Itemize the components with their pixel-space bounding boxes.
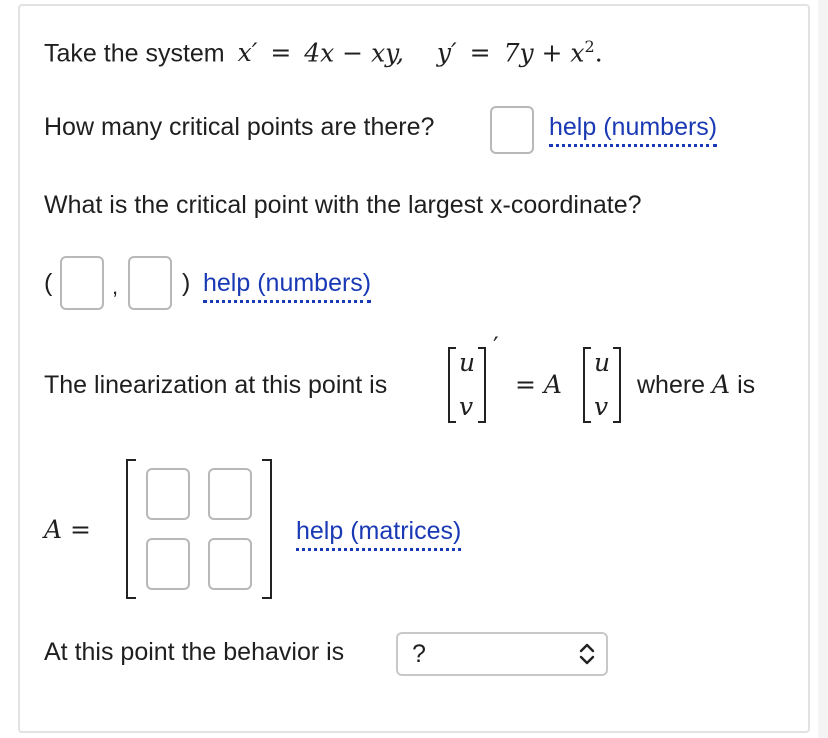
matrix-a21-input[interactable] — [146, 538, 190, 590]
x-rhs: 4x − xy, — [304, 38, 404, 68]
matrix-a22-input[interactable] — [208, 538, 252, 590]
help-numbers-link-1[interactable]: help (numbers) — [549, 112, 717, 147]
right-bracket-uv-2 — [613, 347, 621, 423]
linearization-label: The linearization at this point is — [44, 371, 388, 399]
vec-prime: ′ — [493, 332, 499, 361]
matrix-a11-input[interactable] — [146, 468, 190, 520]
point-comma: , — [112, 274, 119, 299]
help-matrices-link[interactable]: help (matrices) — [296, 516, 461, 551]
help-numbers-link-2[interactable]: help (numbers) — [203, 268, 371, 303]
behavior-label: At this point the behavior is — [44, 638, 345, 666]
where-word: where — [637, 371, 706, 399]
y-rhs: 7y + x — [503, 38, 585, 68]
right-bracket-uv — [478, 347, 486, 423]
system-end: . — [594, 38, 603, 68]
scrollbar-track[interactable] — [818, 0, 828, 738]
vec-u-2: u — [594, 348, 611, 377]
left-bracket-uv-2 — [583, 347, 591, 423]
point-open-paren: ( — [44, 269, 53, 297]
updown-chevron-icon — [578, 643, 596, 665]
system-statement — [44, 32, 603, 68]
vec-v-2: v — [594, 392, 609, 421]
equals-2: = — [469, 38, 491, 68]
intro-text: Take the system — [44, 39, 225, 68]
equals-1: = — [270, 38, 292, 68]
question-point-label: What is the critical point with the largest x-coordinate? — [44, 191, 642, 219]
where-A: A — [712, 370, 731, 399]
behavior-select[interactable] — [396, 632, 608, 676]
is-word: is — [737, 371, 756, 399]
count-input[interactable] — [490, 106, 534, 154]
y-rhs-exponent: 2 — [584, 37, 595, 56]
equals-A: = A — [515, 370, 562, 399]
matrix-left-bracket — [126, 459, 136, 599]
point-close-paren: ) — [182, 269, 191, 297]
behavior-select-value: ? — [412, 640, 426, 668]
x-prime: x′ — [237, 38, 258, 68]
question-count-label: How many critical points are there? — [44, 113, 435, 141]
vec-v: v — [459, 392, 474, 421]
matrix-a12-input[interactable] — [208, 468, 252, 520]
point-x-input[interactable] — [60, 256, 104, 310]
point-y-input[interactable] — [128, 256, 172, 310]
matrix-label: A = — [44, 515, 91, 544]
vec-u: u — [459, 348, 476, 377]
left-bracket-uv — [448, 347, 456, 423]
y-prime: y′ — [436, 38, 457, 68]
where-clause — [637, 370, 755, 400]
matrix-right-bracket — [262, 459, 272, 599]
